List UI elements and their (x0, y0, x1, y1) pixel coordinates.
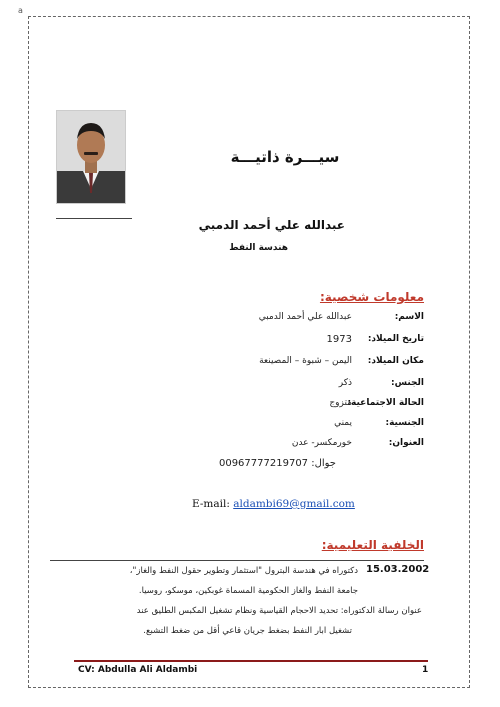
info-label: مكان الميلاد: (367, 356, 424, 366)
email-label: E-mail: (192, 498, 230, 510)
education-heading: الخلفية التعليمية: (321, 538, 424, 552)
info-row-nationality (180, 418, 424, 434)
education-line: عنوان رسالة الدكتوراه: تحديد الاحجام القياسية ونظام تشغيل المكبس الطليق عند (136, 606, 422, 616)
page-title: سيـــرة ذاتيـــة (230, 148, 340, 166)
mobile-number: جوال: 00967777219707 (218, 458, 336, 469)
email-link[interactable]: aldambi69@gmail.com (233, 498, 355, 510)
footer-rule (74, 660, 428, 662)
info-value: متزوج (329, 398, 352, 408)
education-line: تشغيل ابار النفط بضغط جريان قاعي أقل من ضغط التشبع. (143, 626, 352, 636)
education-date: 15.03.2002 (366, 564, 430, 575)
education-divider (50, 560, 424, 561)
profession: هندسة النفط (229, 243, 288, 253)
info-row-name (180, 312, 424, 328)
photo-underline (56, 218, 132, 219)
info-row-birthdate (180, 334, 424, 350)
info-value: خورمكسر- عدن (291, 438, 352, 448)
info-label: الاسم: (394, 312, 424, 322)
footer-cv-label: CV: Abdulla Ali Aldambi (78, 665, 198, 675)
email-line (192, 498, 355, 510)
info-row-birthplace (180, 356, 424, 372)
info-value: عبدالله علي أحمد الدمبي (258, 312, 352, 322)
info-row-marital (180, 398, 424, 414)
info-value: ذكر (338, 378, 352, 388)
info-value: اليمن – شبوة – المصينعة (259, 356, 352, 366)
personal-info-heading: معلومات شخصية: (319, 290, 424, 304)
info-value: يمني (334, 418, 352, 428)
info-label: الجنس: (391, 378, 424, 388)
info-row-gender (180, 378, 424, 394)
info-row-address (180, 438, 424, 454)
info-label: العنوان: (388, 438, 424, 448)
page-number: 1 (422, 665, 429, 675)
info-label: تاريخ الميلاد: (367, 334, 424, 344)
profile-photo (56, 110, 126, 204)
info-row-mobile (180, 458, 424, 474)
info-label: الجنسية: (385, 418, 424, 428)
info-value: 1973 (326, 334, 352, 345)
education-line: دكتوراه في هندسة البترول "استثمار وتطوير حقول النفط والغاز"، (129, 566, 358, 576)
person-name: عبدالله علي أحمد الدمبي (198, 218, 345, 232)
corner-mark: a (18, 6, 23, 15)
education-line: جامعة النفط والغاز الحكومية المسماة غوبكين، موسكو، روسيا. (138, 586, 358, 596)
info-label: الحالة الاجتماعية: (347, 398, 424, 408)
